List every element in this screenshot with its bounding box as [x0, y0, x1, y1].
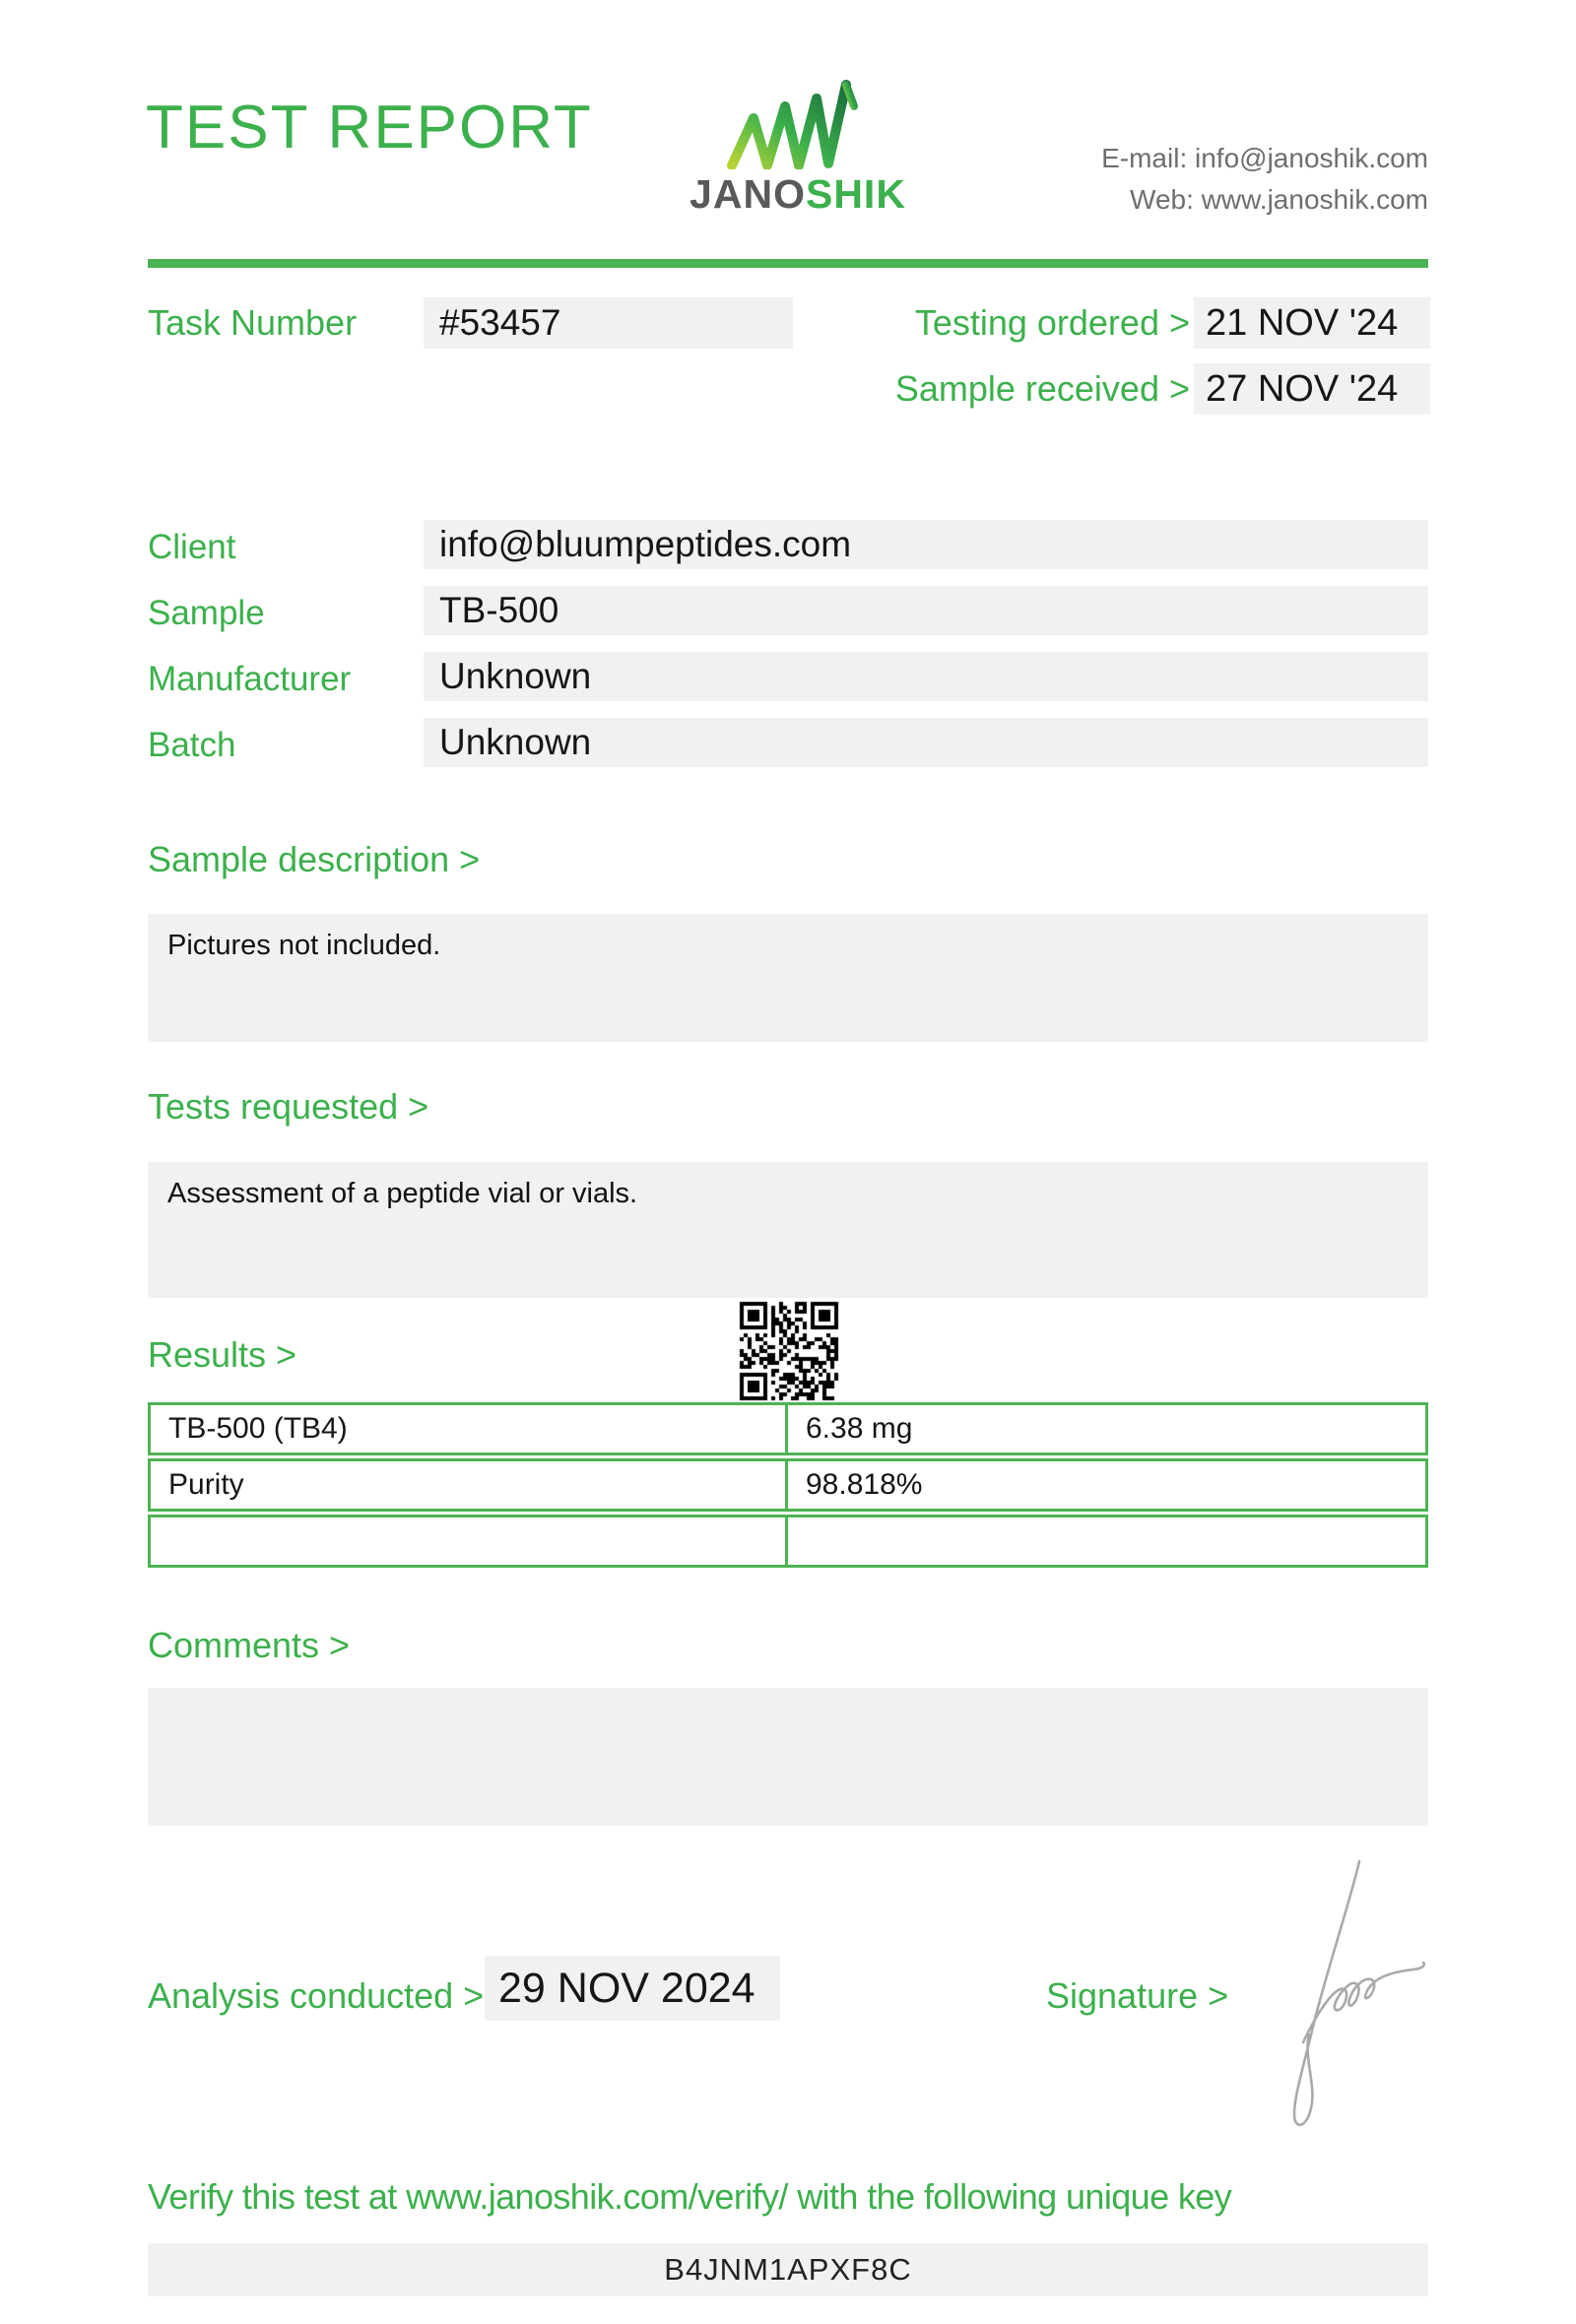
email-value: info@janoshik.com — [1195, 143, 1428, 173]
table-row — [148, 1515, 1428, 1568]
manufacturer-field: Unknown — [424, 652, 1428, 701]
sample-description-box: Pictures not included. — [148, 914, 1428, 1042]
sample-field: TB-500 — [424, 586, 1428, 635]
batch-field: Unknown — [424, 718, 1428, 767]
result-value: 98.818% — [806, 1468, 923, 1501]
sample-received-field: 27 NOV '24 — [1194, 363, 1430, 415]
logo-text-shik: SHIK — [805, 171, 906, 217]
client-field: info@bluumpeptides.com — [424, 520, 1428, 569]
task-number-field: #53457 — [424, 297, 793, 349]
table-row — [148, 1402, 1428, 1455]
verify-instruction: Verify this test at www.janoshik.com/verify/ with the following unique key — [148, 2176, 1232, 2217]
result-value: 6.38 mg — [806, 1412, 913, 1445]
testing-ordered-label: Testing ordered > — [914, 302, 1190, 343]
results-heading: Results > — [148, 1334, 297, 1375]
contact-web-line — [936, 179, 1428, 221]
result-value — [788, 1517, 1425, 1565]
testing-ordered-field: 21 NOV '24 — [1194, 297, 1430, 349]
comments-heading: Comments > — [148, 1625, 351, 1665]
table-row — [148, 1458, 1428, 1512]
web-value: www.janoshik.com — [1201, 184, 1428, 215]
tests-requested-heading: Tests requested > — [148, 1086, 429, 1127]
result-name: TB-500 (TB4) — [151, 1405, 788, 1452]
sample-description-heading: Sample description > — [148, 839, 481, 879]
header-divider — [148, 259, 1428, 268]
chart-arrow-icon — [678, 79, 918, 169]
logo-text-jano: JANO — [690, 171, 806, 217]
sample-label: Sample — [148, 594, 265, 632]
manufacturer-label: Manufacturer — [148, 660, 352, 698]
web-label: Web: — [1130, 184, 1194, 215]
unique-key-field: B4JNM1APXF8C — [148, 2243, 1428, 2296]
analysis-date-field: 29 NOV 2024 — [485, 1956, 780, 2021]
analysis-conducted-label: Analysis conducted > — [148, 1975, 485, 2016]
email-label: E-mail: — [1101, 143, 1188, 173]
sample-received-label: Sample received > — [894, 368, 1190, 409]
janoshik-logo — [678, 79, 918, 218]
task-number-label: Task Number — [148, 302, 358, 343]
results-table — [148, 1402, 1428, 1571]
signature-scribble — [1266, 1849, 1448, 2145]
page-title: TEST REPORT — [146, 94, 593, 161]
contact-info — [936, 138, 1428, 221]
comments-box — [148, 1688, 1428, 1826]
logo-wordmark — [678, 171, 918, 218]
batch-label: Batch — [148, 726, 236, 764]
client-label: Client — [148, 528, 236, 566]
signature-label: Signature > — [1046, 1975, 1229, 2016]
result-name — [151, 1517, 788, 1565]
tests-requested-box: Assessment of a peptide vial or vials. — [148, 1162, 1428, 1298]
contact-email-line — [936, 138, 1428, 179]
qr-code — [738, 1300, 840, 1402]
result-name: Purity — [151, 1461, 788, 1509]
